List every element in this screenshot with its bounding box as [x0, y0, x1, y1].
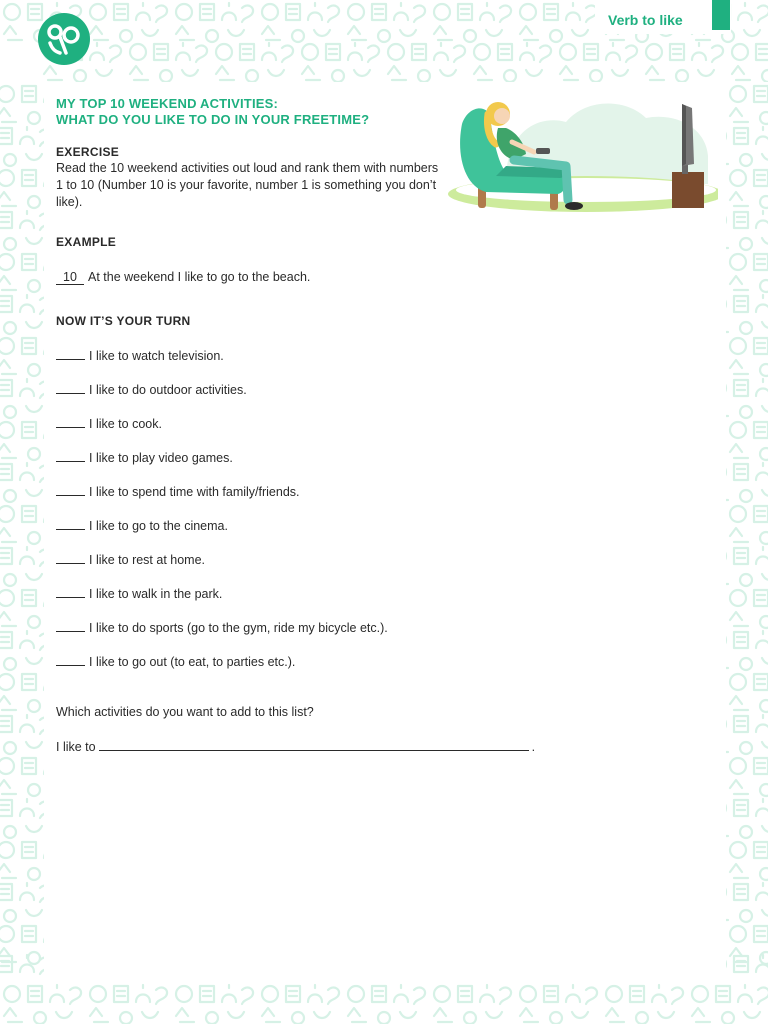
rank-blank[interactable]: [56, 586, 85, 598]
worksheet-title-line1: MY TOP 10 WEEKEND ACTIVITIES:: [56, 96, 279, 111]
answer-blank[interactable]: [99, 739, 529, 751]
example-text: At the weekend I like to go to the beach.: [88, 270, 311, 284]
doodle-pattern-left: [0, 82, 44, 978]
rank-blank[interactable]: [56, 348, 85, 360]
exercise-label: EXERCISE: [56, 145, 120, 159]
worksheet-title: [56, 96, 369, 128]
header-title: Verb to like: [608, 12, 683, 28]
activity-text: I like to spend time with family/friends.: [89, 485, 300, 499]
activity-text: I like to play video games.: [89, 451, 233, 465]
example-rank-number: 10: [56, 270, 84, 285]
woman-on-couch-watching-tv-illustration: [446, 94, 718, 220]
doodle-pattern-bottom: [0, 978, 768, 1024]
rank-blank[interactable]: [56, 518, 85, 530]
brand-logo-icon: [36, 13, 92, 65]
rank-blank[interactable]: [56, 450, 85, 462]
rank-blank[interactable]: [56, 382, 85, 394]
list-item: [56, 552, 388, 586]
rank-blank[interactable]: [56, 416, 85, 428]
activity-text: I like to go to the cinema.: [89, 519, 228, 533]
activity-text: I like to do outdoor activities.: [89, 383, 247, 397]
list-item: [56, 620, 388, 654]
rank-blank[interactable]: [56, 484, 85, 496]
list-item: [56, 348, 388, 382]
worksheet-title-line2: WHAT DO YOU LIKE TO DO IN YOUR FREETIME?: [56, 112, 370, 127]
answer-line: [56, 739, 535, 754]
list-item: [56, 382, 388, 416]
activity-text: I like to do sports (go to the gym, ride my bicycle etc.).: [89, 621, 388, 635]
header-accent-bar: [712, 0, 730, 30]
list-item: [56, 484, 388, 518]
activity-text: I like to rest at home.: [89, 553, 206, 567]
rank-blank[interactable]: [56, 552, 85, 564]
list-item: [56, 518, 388, 552]
list-item: [56, 416, 388, 450]
add-activities-question: Which activities do you want to add to this list?: [56, 705, 314, 719]
your-turn-label: NOW IT’S YOUR TURN: [56, 314, 191, 328]
activity-text: I like to cook.: [89, 417, 162, 431]
list-item: [56, 586, 388, 620]
activity-text: I like to watch television.: [89, 349, 224, 363]
rank-blank[interactable]: [56, 654, 85, 666]
example-sentence: [56, 270, 310, 285]
answer-suffix: .: [531, 740, 536, 754]
activity-text: I like to walk in the park.: [89, 587, 223, 601]
activity-list: [56, 348, 388, 688]
doodle-pattern-right: [726, 82, 768, 978]
answer-prefix: I like to: [56, 740, 96, 754]
list-item: [56, 654, 388, 688]
list-item: [56, 450, 388, 484]
rank-blank[interactable]: [56, 620, 85, 632]
example-label: EXAMPLE: [56, 235, 117, 249]
exercise-instructions: Read the 10 weekend activities out loud and rank them with numbers 1 to 10 (Number 10 is your favorite, number 1 is something you don’t like).: [56, 161, 439, 209]
activity-text: I like to go out (to eat, to parties etc.).: [89, 655, 296, 669]
